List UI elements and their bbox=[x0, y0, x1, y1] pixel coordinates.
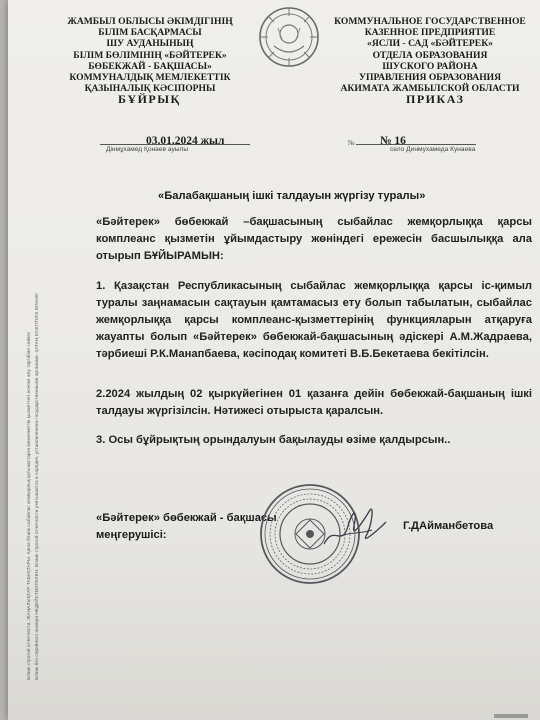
document-sheet bbox=[8, 0, 540, 720]
signature-org: «Бәйтерек» бөбекжай - бақшасы bbox=[96, 512, 277, 524]
date-underline bbox=[100, 144, 250, 145]
number-mark: № bbox=[348, 139, 355, 147]
header-left-line: ҚАЗЫНАЛЫҚ КӘСІПОРНЫ bbox=[84, 83, 216, 95]
order-word: БҰЙЫРАМЫН: bbox=[143, 250, 224, 262]
header-right bbox=[330, 16, 530, 94]
header-left-line: БӨБЕКЖАЙ - БАҚШАСЫ» bbox=[88, 60, 212, 72]
side-print-line: Бланк без серийного номера НЕДЕЙСТВИТЕЛЕН. Бланк строгой отчетности учитывается в порядке, установленном государственными органами. ҚАТАҢ ЕСЕПТІЛІК БЛАНКІ bbox=[34, 293, 39, 680]
signature-role: меңгерушісі: bbox=[96, 529, 167, 541]
signatory-name: Г.ДАйманбетова bbox=[403, 520, 494, 532]
header-right-line: АКИМАТА ЖАМБЫЛСКОЙ ОБЛАСТИ bbox=[340, 83, 520, 95]
place-kz: Дінмұхамед Қонаев ауылы bbox=[106, 146, 189, 153]
order-title: «Балабақшаның ішкі талдауын жүргізу туралы» bbox=[158, 190, 426, 202]
state-emblem-icon bbox=[258, 6, 320, 68]
doc-type-ru: ПРИКАЗ bbox=[406, 92, 465, 106]
header-right-line: КОММУНАЛЬНОЕ ГОСУДАРСТВЕННОЕ bbox=[334, 16, 526, 27]
side-print-note bbox=[18, 180, 48, 680]
order-item-3: 3. Осы бұйрықтың орындалуын бақылауды өзіме қалдырсын.. bbox=[96, 434, 451, 446]
header-right-line: «ЯСЛИ - САД «БӘЙТЕРЕК» bbox=[367, 38, 493, 50]
header-left-line: КОММУНАЛДЫҚ МЕМЛЕКЕТТІК bbox=[69, 72, 231, 84]
side-print-line: Бланк строгой отчетности. ЖАҢАЛЫҚТАР ТАБАҚТАРЫ. Қағаз бланк сыбайлас жемқорлық қатынастарға мемлекеттік қызметтегі есепке алу тәртібіне сәйкес bbox=[26, 331, 31, 680]
header-right-line: ОТДЕЛА ОБРАЗОВАНИЯ bbox=[372, 49, 488, 61]
order-number: № 16 bbox=[380, 135, 406, 147]
header-right-line: КАЗЕННОЕ ПРЕДПРИЯТИЕ bbox=[364, 27, 496, 39]
header-right-line: ШУСКОГО РАЙОНА bbox=[382, 60, 478, 72]
doc-type-kz: БҰЙРЫҚ bbox=[118, 92, 181, 106]
intro-text: «Бәйтерек» бөбекжай –бақшасының сыбайлас жемқорлыққа қарсы комплеанс қызметін ұйымдастыру жөніндегі ережесін басшылыққа ала отырып bbox=[96, 216, 532, 262]
order-item-1: 1. Қазақстан Республикасының сыбайлас жемқорлыққа қарсы іс-қимыл туралы заңнамасын сақтауын қамтамасыз ету болып табылатын, сыбайлас жемқорлыққа қарсы комплеанс-қызметтерінің функцияларын атқаруға жауапты болып «Бәйтерек» бөбекжай-бақшасының әдіскері А.М.Жадраева, тәрбиеші Р.К.Манапбаева, кәсіподақ комитеті В.Б.Бекетаева бекітілсін. bbox=[96, 280, 532, 360]
order-date: 03.01.2024 жыл bbox=[146, 135, 225, 147]
header-left bbox=[60, 16, 240, 94]
place-ru: село Динмухамеда Кунаева bbox=[390, 146, 476, 153]
header-left-line: ШУ АУДАНЫНЫҢ bbox=[106, 38, 194, 50]
header-right-line: УПРАВЛЕНИЯ ОБРАЗОВАНИЯ bbox=[358, 72, 502, 84]
header-left-line: БІЛІМ БАСҚАРМАСЫ bbox=[98, 27, 202, 39]
number-underline bbox=[356, 144, 476, 145]
order-item-2: 2.2024 жылдың 02 қыркүйегінен 01 қазанға дейін бөбекжай-бақшаның ішкі талдауы жүргізілсін. Нәтижесі отырыста қаралсын. bbox=[96, 388, 532, 417]
header-left-line: БІЛІМ БӨЛІМІНІҢ «БӘЙТЕРЕК» bbox=[73, 49, 227, 61]
header-left-line: ЖАМБЫЛ ОБЛЫСЫ ӘКІМДІГІНІҢ bbox=[67, 16, 233, 27]
page-edge-mark bbox=[494, 714, 528, 718]
intro-paragraph bbox=[96, 214, 532, 265]
signature-block bbox=[96, 510, 277, 544]
handwritten-signature-icon bbox=[320, 496, 390, 556]
